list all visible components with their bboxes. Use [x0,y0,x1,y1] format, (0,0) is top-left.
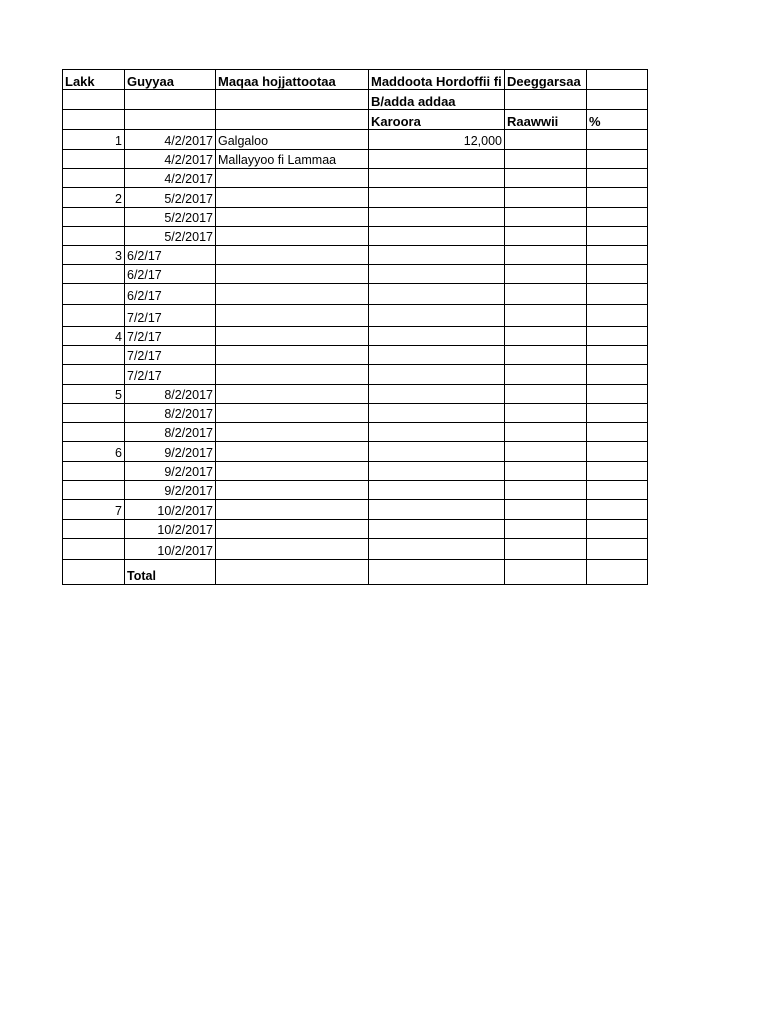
table-row [63,265,648,284]
maqaa-cell[interactable] [216,385,369,404]
percent-cell[interactable] [587,520,648,539]
total-cell[interactable] [505,560,587,585]
karoora-cell[interactable] [369,520,505,539]
lakk-cell[interactable] [63,346,125,365]
karoora-cell[interactable] [369,442,505,462]
guyyaa-cell[interactable]: 5/2/2017 [125,227,216,246]
raawwii-cell[interactable] [505,284,587,305]
header-cell[interactable] [125,110,216,130]
table-row [63,462,648,481]
lakk-cell[interactable] [63,305,125,327]
percent-cell[interactable] [587,442,648,462]
header-percent[interactable]: % [587,110,648,130]
table-row [63,385,648,404]
table-row [63,188,648,208]
total-cell[interactable] [587,560,648,585]
percent-cell[interactable] [587,365,648,385]
table-row [63,150,648,169]
raawwii-cell[interactable] [505,208,587,227]
table-row [63,365,648,385]
lakk-cell[interactable]: 2 [63,188,125,208]
percent-cell[interactable] [587,327,648,346]
lakk-cell[interactable]: 6 [63,442,125,462]
guyyaa-cell[interactable]: 8/2/2017 [125,423,216,442]
spreadsheet-table [62,69,648,585]
percent-cell[interactable] [587,130,648,150]
lakk-cell[interactable] [63,404,125,423]
maqaa-cell[interactable] [216,539,369,560]
percent-cell[interactable] [587,284,648,305]
raawwii-cell[interactable] [505,169,587,188]
guyyaa-cell[interactable]: 7/2/17 [125,365,216,385]
lakk-cell[interactable] [63,169,125,188]
guyyaa-cell[interactable]: 6/2/17 [125,246,216,265]
raawwii-cell[interactable] [505,423,587,442]
header-badda[interactable]: B/adda addaa [369,90,505,110]
lakk-cell[interactable] [63,481,125,500]
raawwii-cell[interactable] [505,346,587,365]
raawwii-cell[interactable] [505,265,587,284]
header-empty[interactable] [587,70,648,90]
guyyaa-cell[interactable]: 10/2/2017 [125,500,216,520]
raawwii-cell[interactable] [505,130,587,150]
lakk-cell[interactable]: 1 [63,130,125,150]
table-row [63,539,648,560]
percent-cell[interactable] [587,169,648,188]
lakk-cell[interactable] [63,365,125,385]
table-row [63,404,648,423]
lakk-cell[interactable] [63,462,125,481]
header-cell[interactable] [63,110,125,130]
maqaa-cell[interactable] [216,365,369,385]
table-row [63,246,648,265]
maqaa-cell[interactable] [216,423,369,442]
karoora-cell[interactable] [369,208,505,227]
lakk-cell[interactable]: 7 [63,500,125,520]
raawwii-cell[interactable] [505,327,587,346]
karoora-cell[interactable] [369,265,505,284]
percent-cell[interactable] [587,305,648,327]
guyyaa-cell[interactable]: 6/2/17 [125,265,216,284]
header-cell[interactable] [125,90,216,110]
table-row [63,305,648,327]
guyyaa-cell[interactable]: 8/2/2017 [125,385,216,404]
header-cell[interactable] [216,90,369,110]
guyyaa-cell[interactable]: 9/2/2017 [125,442,216,462]
raawwii-cell[interactable] [505,305,587,327]
table-row [63,481,648,500]
karoora-cell[interactable] [369,385,505,404]
maqaa-cell[interactable] [216,169,369,188]
percent-cell[interactable] [587,246,648,265]
table-row [63,346,648,365]
maqaa-cell[interactable] [216,404,369,423]
table-row [63,130,648,150]
raawwii-cell[interactable] [505,462,587,481]
lakk-cell[interactable] [63,423,125,442]
raawwii-cell[interactable] [505,246,587,265]
header-maddoota[interactable]: Maddoota Hordoffii fi [369,70,505,90]
raawwii-cell[interactable] [505,227,587,246]
maqaa-cell[interactable]: Mallayyoo fi Lammaa [216,150,369,169]
maqaa-cell[interactable] [216,265,369,284]
header-row-2 [63,90,648,110]
lakk-cell[interactable] [63,265,125,284]
percent-cell[interactable] [587,539,648,560]
guyyaa-cell[interactable]: 4/2/2017 [125,150,216,169]
table-row [63,284,648,305]
table-row [63,227,648,246]
guyyaa-cell[interactable]: 10/2/2017 [125,539,216,560]
karoora-cell[interactable] [369,188,505,208]
table-row [63,169,648,188]
header-row-3 [63,110,648,130]
percent-cell[interactable] [587,346,648,365]
guyyaa-cell[interactable]: 10/2/2017 [125,520,216,539]
guyyaa-cell[interactable]: 5/2/2017 [125,208,216,227]
guyyaa-cell[interactable]: 7/2/17 [125,305,216,327]
total-row [63,560,648,585]
guyyaa-cell[interactable]: 8/2/2017 [125,404,216,423]
karoora-cell[interactable] [369,150,505,169]
table-row [63,423,648,442]
karoora-cell[interactable] [369,327,505,346]
karoora-cell[interactable] [369,346,505,365]
lakk-cell[interactable] [63,150,125,169]
karoora-cell[interactable] [369,305,505,327]
percent-cell[interactable] [587,265,648,284]
maqaa-cell[interactable] [216,188,369,208]
karoora-cell[interactable]: 12,000 [369,130,505,150]
maqaa-cell[interactable] [216,442,369,462]
guyyaa-cell[interactable]: 9/2/2017 [125,462,216,481]
maqaa-cell[interactable] [216,208,369,227]
maqaa-cell[interactable] [216,227,369,246]
raawwii-cell[interactable] [505,442,587,462]
maqaa-cell[interactable] [216,500,369,520]
percent-cell[interactable] [587,385,648,404]
karoora-cell[interactable] [369,462,505,481]
raawwii-cell[interactable] [505,365,587,385]
raawwii-cell[interactable] [505,500,587,520]
table-row [63,520,648,539]
header-cell[interactable] [587,90,648,110]
header-cell[interactable] [216,110,369,130]
header-guyyaa[interactable]: Guyyaa [125,70,216,90]
raawwii-cell[interactable] [505,150,587,169]
total-cell[interactable] [369,560,505,585]
karoora-cell[interactable] [369,365,505,385]
karoora-cell[interactable] [369,404,505,423]
guyyaa-cell[interactable]: 6/2/17 [125,284,216,305]
percent-cell[interactable] [587,404,648,423]
lakk-cell[interactable] [63,227,125,246]
raawwii-cell[interactable] [505,481,587,500]
total-cell[interactable] [216,560,369,585]
raawwii-cell[interactable] [505,539,587,560]
raawwii-cell[interactable] [505,520,587,539]
maqaa-cell[interactable] [216,284,369,305]
header-cell[interactable] [63,90,125,110]
percent-cell[interactable] [587,188,648,208]
maqaa-cell[interactable] [216,305,369,327]
header-lakk[interactable]: Lakk [63,70,125,90]
header-row-1 [63,70,648,90]
karoora-cell[interactable] [369,227,505,246]
lakk-cell[interactable]: 4 [63,327,125,346]
header-deeggarsaa[interactable]: Deeggarsaa [505,70,587,90]
guyyaa-cell[interactable]: 9/2/2017 [125,481,216,500]
guyyaa-cell[interactable]: 5/2/2017 [125,188,216,208]
guyyaa-cell[interactable]: 4/2/2017 [125,130,216,150]
lakk-cell[interactable]: 5 [63,385,125,404]
total-label[interactable]: Total [125,560,216,585]
lakk-cell[interactable] [63,539,125,560]
table-row [63,442,648,462]
karoora-cell[interactable] [369,539,505,560]
maqaa-cell[interactable]: Galgaloo [216,130,369,150]
header-maqaa[interactable]: Maqaa hojjattootaa [216,70,369,90]
lakk-cell[interactable] [63,208,125,227]
lakk-cell[interactable] [63,284,125,305]
maqaa-cell[interactable] [216,246,369,265]
karoora-cell[interactable] [369,481,505,500]
guyyaa-cell[interactable]: 7/2/17 [125,327,216,346]
lakk-cell[interactable] [63,520,125,539]
karoora-cell[interactable] [369,246,505,265]
header-karoora[interactable]: Karoora [369,110,505,130]
lakk-cell[interactable]: 3 [63,246,125,265]
percent-cell[interactable] [587,423,648,442]
guyyaa-cell[interactable]: 4/2/2017 [125,169,216,188]
table-row [63,208,648,227]
percent-cell[interactable] [587,227,648,246]
percent-cell[interactable] [587,462,648,481]
header-raawwii[interactable]: Raawwii [505,110,587,130]
maqaa-cell[interactable] [216,462,369,481]
table-row [63,327,648,346]
maqaa-cell[interactable] [216,520,369,539]
maqaa-cell[interactable] [216,327,369,346]
raawwii-cell[interactable] [505,404,587,423]
percent-cell[interactable] [587,208,648,227]
percent-cell[interactable] [587,150,648,169]
percent-cell[interactable] [587,500,648,520]
total-cell[interactable] [63,560,125,585]
karoora-cell[interactable] [369,284,505,305]
maqaa-cell[interactable] [216,481,369,500]
karoora-cell[interactable] [369,169,505,188]
percent-cell[interactable] [587,481,648,500]
karoora-cell[interactable] [369,423,505,442]
raawwii-cell[interactable] [505,188,587,208]
maqaa-cell[interactable] [216,346,369,365]
karoora-cell[interactable] [369,500,505,520]
table-row [63,500,648,520]
guyyaa-cell[interactable]: 7/2/17 [125,346,216,365]
raawwii-cell[interactable] [505,385,587,404]
header-cell[interactable] [505,90,587,110]
